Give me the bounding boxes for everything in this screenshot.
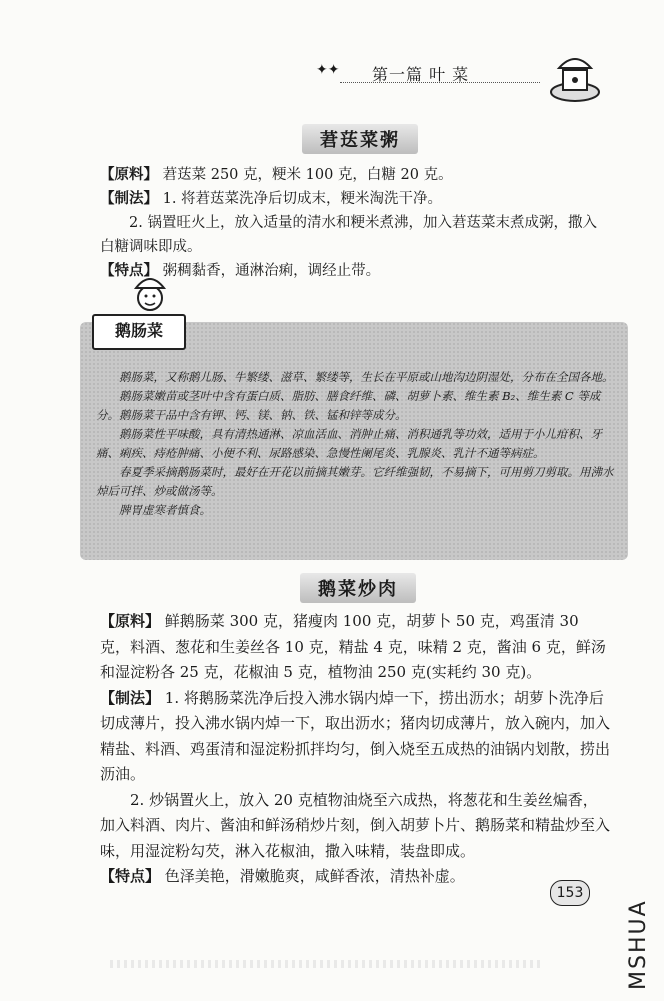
page-number: [540, 880, 600, 904]
info-paragraph: 鹅肠菜嫩苗或茎叶中含有蛋白质、脂肪、膳食纤维、磷、胡萝卜素、维生素 B₂、维生素 C 等成分。鹅肠菜干品中含有钾、钙、镁、钠、铁、锰和锌等成分。: [96, 389, 601, 422]
ingredients-text: 鲜鹅肠菜 300 克，猪瘦肉 100 克，胡萝卜 50 克，鸡蛋清 30 克，料酒、葱花和生姜丝各 10 克，精盐 4 克，味精 2 克，酱油 6 克，鲜汤和湿淀粉各 25 克，花椒油 5 克，植物油 250 克(实耗约 30 克)。: [100, 612, 606, 681]
recipe-body-2: [100, 609, 610, 890]
chef-cooking-icon: [545, 48, 605, 103]
method-step-1: 1. 将莙荙菜洗净后切成末，粳米淘洗干净。: [162, 191, 443, 207]
info-paragraph: 鹅肠菜性平味酸，具有清热通淋、凉血活血、消肿止痛、消积通乳等功效，适用于小儿疳积、牙痛、痢疾、痔疮肿痛、小便不利、尿路感染、急慢性阑尾炎、乳腺炎、乳汁不通等病症。: [96, 427, 602, 460]
method-step-1: 1. 将鹅肠菜洗净后投入沸水锅内焯一下，捞出沥水；胡萝卜洗净后切成薄片，投入沸水锅内焯一下，取出沥水；猪肉切成薄片，放入碗内，加入精盐、料酒、鸡蛋清和湿淀粉抓拌均匀，倒入烧至五成热的油锅内划散，捞出沥油。: [100, 688, 611, 783]
chef-mascot-icon: [120, 270, 180, 320]
info-box-title: 鹅肠菜: [92, 314, 186, 350]
info-paragraph: 春夏季采摘鹅肠菜时，最好在开花以前摘其嫩芽。它纤维强韧，不易摘下，可用剪刀剪取。用沸水焯后可拌、炒或做汤等。: [96, 465, 614, 498]
ingredients-label: 【原料】: [100, 612, 161, 630]
feature-text: 色泽美艳，滑嫩脆爽，咸鲜香浓，清热补虚。: [164, 867, 465, 885]
method-label: 【制法】: [100, 191, 158, 207]
ingredients-label: 【原料】: [100, 167, 158, 183]
feature-label: 【特点】: [100, 263, 158, 279]
recipe-body-1: [100, 163, 610, 283]
header-divider: [340, 82, 540, 83]
watermark: MSHUA: [626, 899, 651, 990]
star-ornament-icon: ✦✦: [316, 62, 340, 78]
scan-artifact: [110, 960, 540, 968]
ingredients-text: 莙荙菜 250 克，粳米 100 克，白糖 20 克。: [162, 167, 453, 183]
info-box-text: [96, 368, 614, 520]
feature-label: 【特点】: [100, 867, 161, 885]
recipe-title-2: 鹅菜炒肉: [300, 573, 416, 603]
page-number-value: 153: [550, 880, 591, 906]
method-step-2: 2. 炒锅置火上，放入 20 克植物油烧至六成热，将葱花和生姜丝煸香，加入料酒、肉片、酱油和鲜汤稍炒片刻，倒入胡萝卜片、鹅肠菜和精盐炒至入味，用湿淀粉勾芡，淋入花椒油，撒入味精，装盘即成。: [100, 790, 611, 860]
method-step-2: 2. 锅置旺火上，放入适量的清水和粳米煮沸，加入莙荙菜末煮成粥，撒入白糖调味即成。: [100, 215, 597, 255]
info-paragraph: 脾胃虚寒者慎食。: [119, 503, 211, 517]
chapter-header: 第一篇 叶 菜: [372, 65, 470, 84]
recipe-title-1: 莙荙菜粥: [302, 124, 418, 154]
feature-text: 粥稠黏香，通淋治痢，调经止带。: [162, 263, 381, 279]
info-paragraph: 鹅肠菜，又称鹅儿肠、牛繁缕、滋草、繁缕等，生长在平原或山地沟边阴湿处，分布在全国各地。: [119, 370, 614, 384]
method-label: 【制法】: [100, 688, 161, 707]
